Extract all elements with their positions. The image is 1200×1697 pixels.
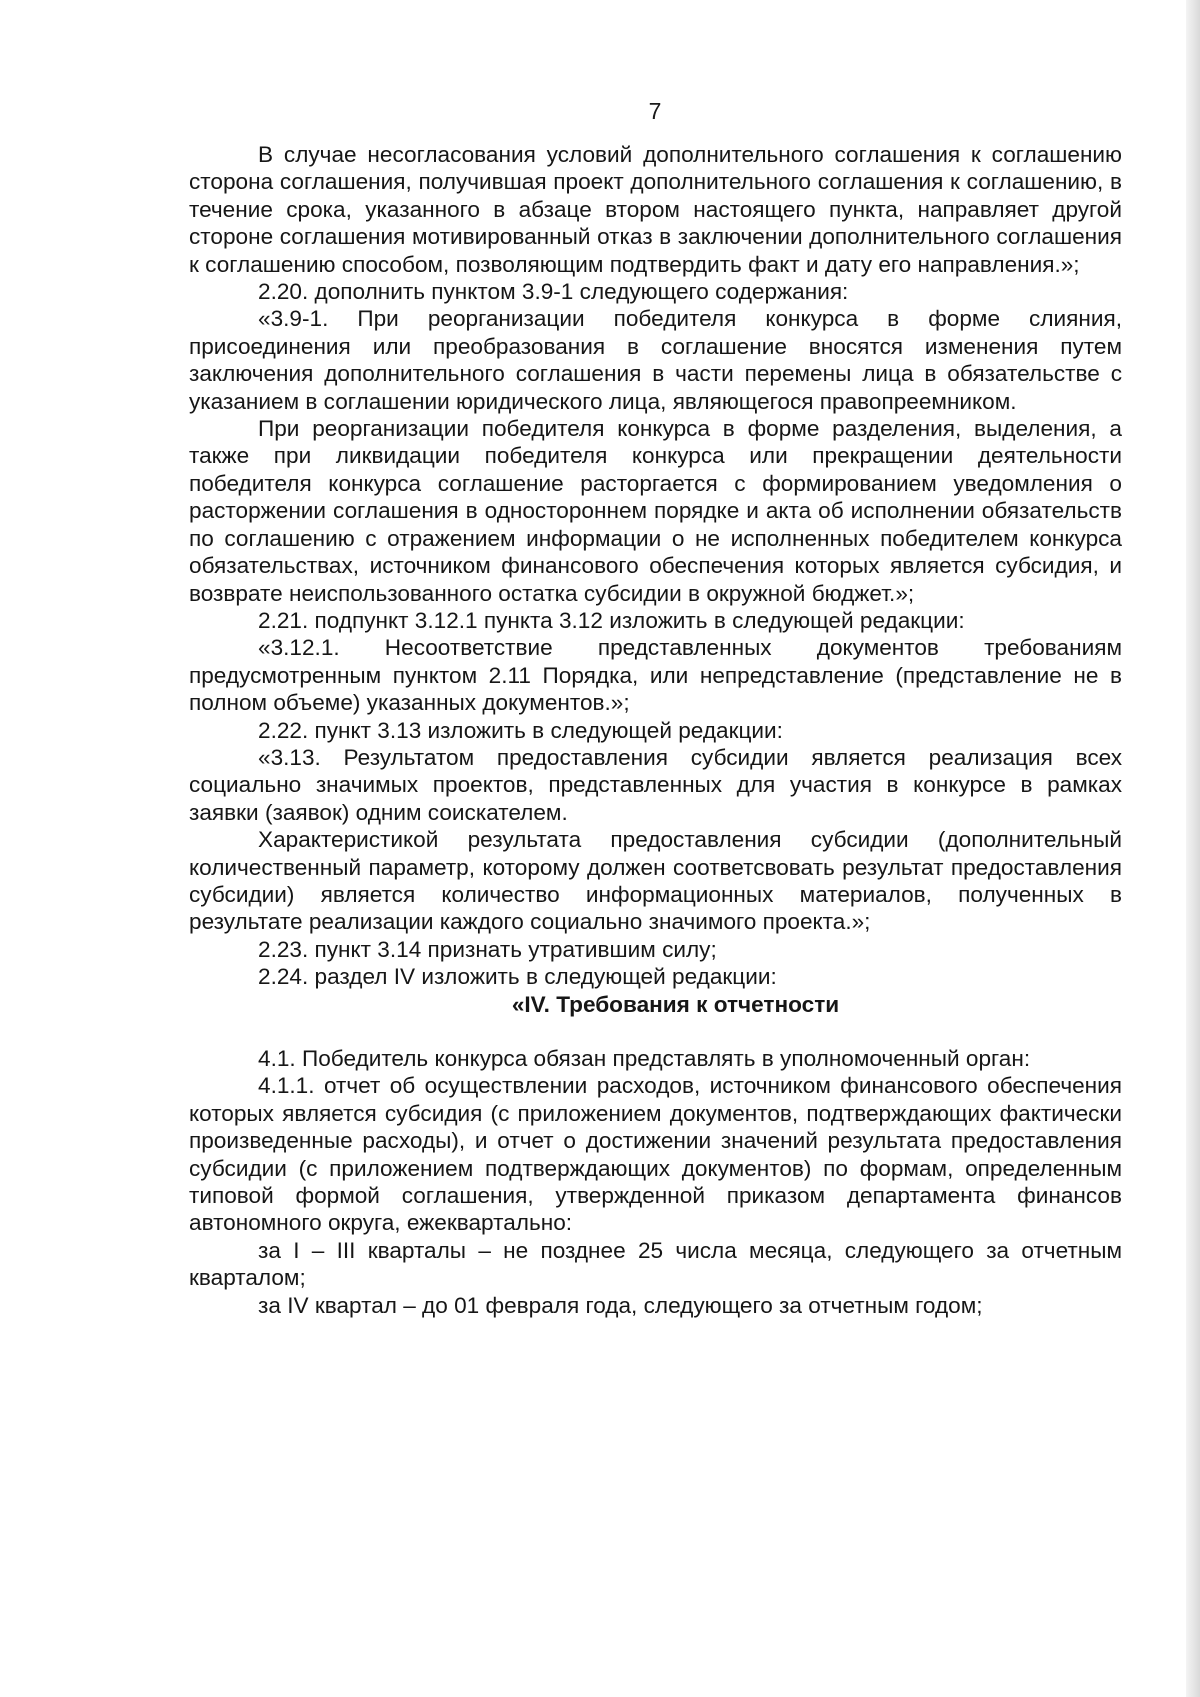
paragraph: Характеристикой результата предоставления субсидии (дополнительный количественный параметр, которому должен соответсвовать результат предоставления субсидии) является количество информационных материалов, полученных в результате реализации каждого социально значимого проекта.»; (189, 827, 1122, 935)
section-heading: «IV. Требования к отчетности (511, 991, 840, 1017)
paragraph: «3.9-1. При реорганизации победителя конкурса в форме слияния, присоединения или преобразования в соглашение вносятся изменения путем заключения дополнительного соглашения в части перемены лица в обязательстве с указанием в соглашении юридического лица, являющегося правопреемником. (189, 306, 1122, 414)
paragraph: за IV квартал – до 01 февраля года, следующего за отчетным годом; (258, 1292, 983, 1318)
paragraph: 4.1.1. отчет об осуществлении расходов, источником финансового обеспечения которых является субсидия (с приложением документов, подтверждающих фактически произведенные расходы), и отчет о достижении значений результата предоставления субсидии (с приложением подтверждающих документов) по формам, определенным типовой формой соглашения, утвержденной приказом департамента финансов автономного округа, ежеквартально: (189, 1073, 1122, 1236)
paragraph: 4.1. Победитель конкурса обязан представлять в уполномоченный орган: (258, 1046, 1031, 1071)
paragraph: 2.22. пункт 3.13 изложить в следующей редакции: (258, 717, 783, 743)
paragraph: 2.21. подпункт 3.12.1 пункта 3.12 изложить в следующей редакции: (258, 607, 965, 633)
page-edge-shadow (1186, 0, 1200, 1697)
document-body (189, 141, 1122, 1319)
paragraph: «3.12.1. Несоответствие представленных документов требованиям предусмотренным пунктом 2.11 Порядка, или непредставление (представление не в полном объеме) указанных документов.»; (189, 635, 1122, 716)
paragraph: 2.20. дополнить пунктом 3.9-1 следующего содержания: (258, 279, 849, 305)
paragraph: 2.23. пункт 3.14 признать утратившим силу; (258, 936, 717, 962)
paragraph: за I – III кварталы – не позднее 25 числа месяца, следующего за отчетным кварталом; (189, 1237, 1122, 1291)
paragraph: При реорганизации победителя конкурса в форме разделения, выделения, а также при ликвидации победителя конкурса или прекращении деятельности победителя конкурса соглашение расторгается с формированием уведомления о расторжении соглашения в одностороннем порядке и акта об исполнении обязательств по соглашению с отражением информации о не исполненных победителем конкурса обязательствах, источником финансового обеспечения которых является субсидия, и возврате неиспользованного остатка субсидии в окружной бюджет.»; (189, 416, 1122, 606)
page-number: 7 (648, 98, 662, 124)
paragraph: 2.24. раздел IV изложить в следующей редакции: (258, 964, 777, 990)
paragraph: «3.13. Результатом предоставления субсидии является реализация всех социально значимых проектов, представленных для участия в конкурсе в рамках заявки (заявок) одним соискателем. (189, 744, 1122, 825)
paragraph: В случае несогласования условий дополнительного соглашения к соглашению сторона соглашения, получившая проект дополнительного соглашения к соглашению, в течение срока, указанного в абзаце втором настоящего пункта, направляет другой стороне соглашения мотивированный отказ в заключении дополнительного соглашения к соглашению способом, позволяющим подтвердить факт и дату его направления.»; (189, 142, 1122, 277)
